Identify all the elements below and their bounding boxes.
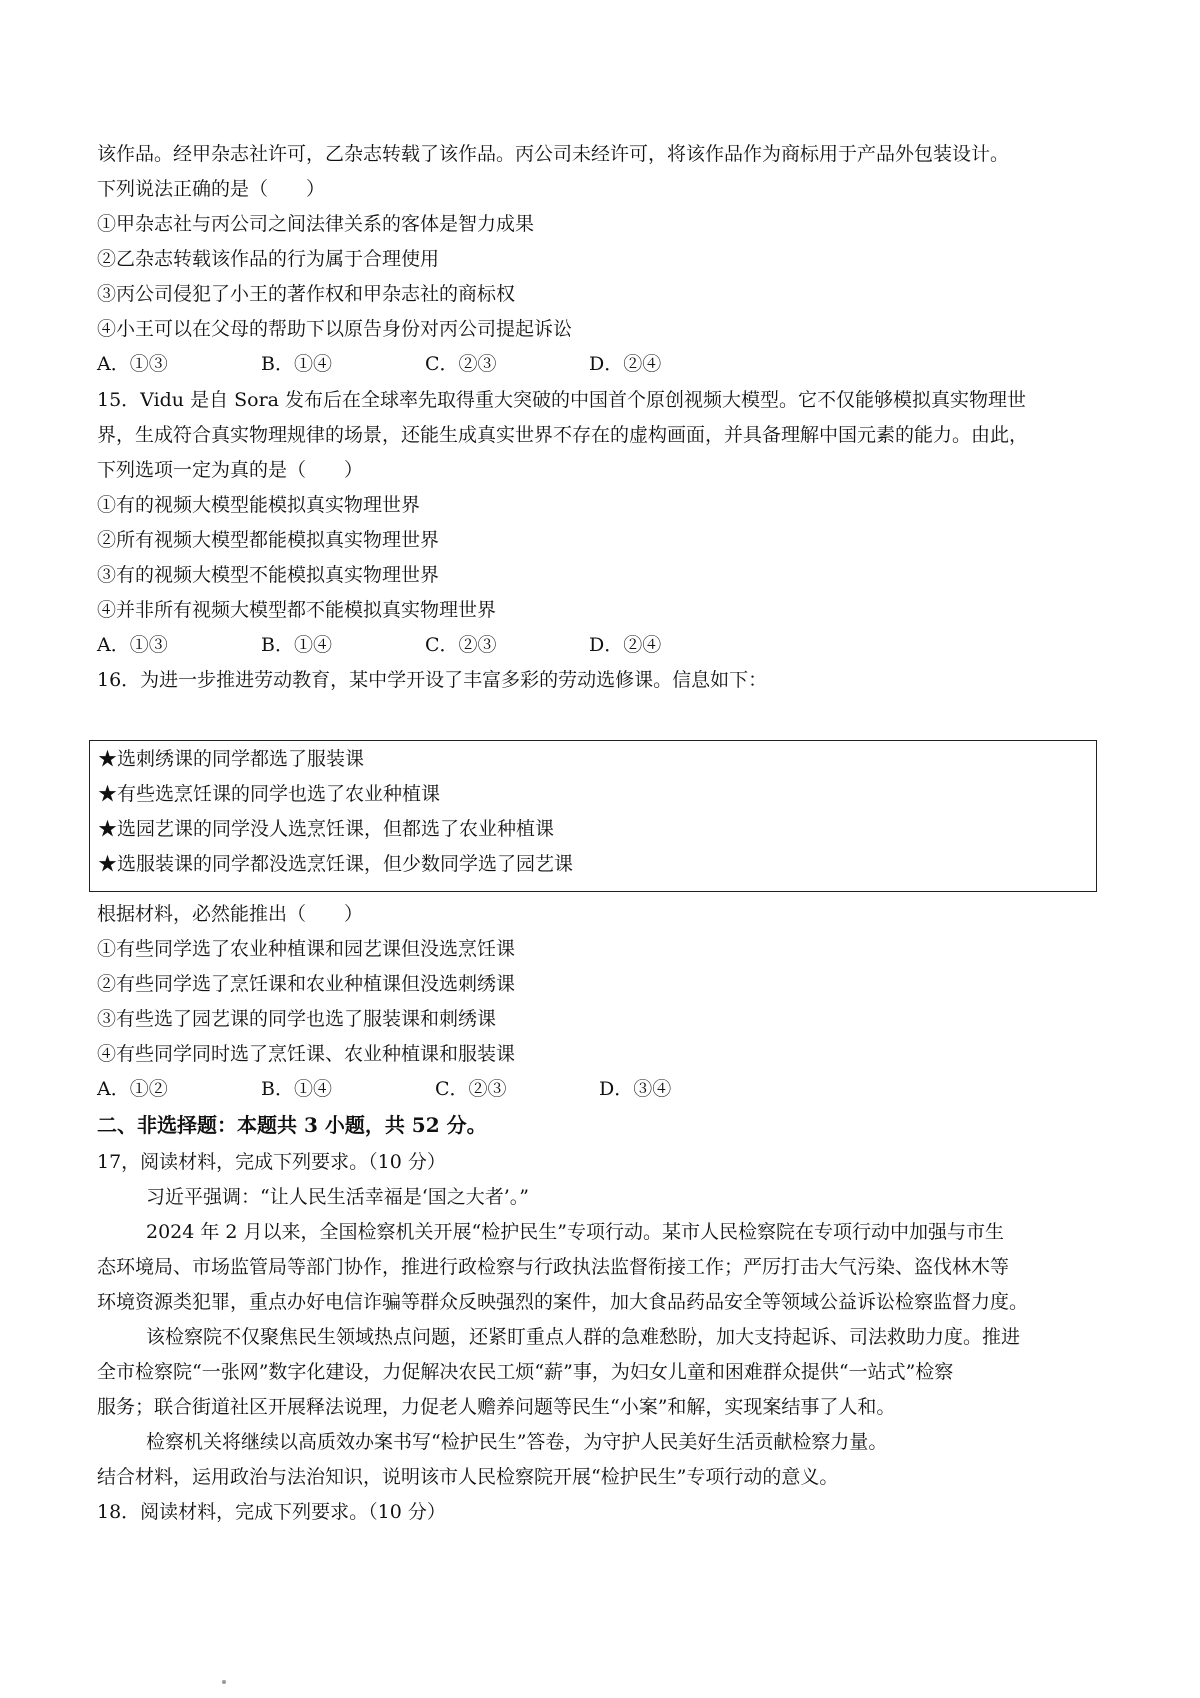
q17-quote: 习近平强调：“让人民生活幸福是‘国之大者’。”: [146, 1186, 530, 1208]
q17-paragraph-3: 检察机关将继续以高质效办案书写“检护民生”答卷，为守护人民美好生活贡献检察力量。: [146, 1431, 888, 1453]
q15-option-a[interactable]: A．①③: [97, 634, 168, 656]
q14-item-4: ④小王可以在父母的帮助下以原告身份对丙公司提起诉讼: [97, 318, 573, 340]
q15-text-line-1: 15．Vidu 是自 Sora 发布后在全球率先取得重大突破的中国首个原创视频大模型。它不仅能够模拟真实物理世: [97, 389, 1027, 411]
q16-option-a[interactable]: A．①②: [97, 1078, 168, 1100]
q17-paragraph-2-line-2: 全市检察院“一张网”数字化建设，力促解决农民工烦“薪”事，为妇女儿童和困难群众提供“一站式”检察: [97, 1361, 954, 1383]
q14-option-c[interactable]: C．②③: [425, 353, 497, 375]
q16-box-item-1: ★选刺绣课的同学都选了服装课: [98, 748, 365, 770]
q15-option-c[interactable]: C．②③: [425, 634, 497, 656]
q16-option-c[interactable]: C．②③: [435, 1078, 507, 1100]
q14-options: [97, 350, 857, 378]
q18-title: 18．阅读材料，完成下列要求。（10 分）: [97, 1501, 446, 1523]
q16-info-box: [89, 740, 1097, 892]
q15-option-d[interactable]: D．②④: [589, 634, 662, 656]
section-heading: 二、非选择题：本题共 3 小题，共 52 分。: [97, 1113, 487, 1137]
q17-title: 17，阅读材料，完成下列要求。（10 分）: [97, 1151, 446, 1173]
footer-mark: [222, 1680, 226, 1684]
q14-item-1: ①甲杂志社与丙公司之间法律关系的客体是智力成果: [97, 213, 535, 235]
q16-box-item-4: ★选服装课的同学都没选烹饪课，但少数同学选了园艺课: [98, 853, 574, 875]
q14-option-d[interactable]: D．②④: [589, 353, 662, 375]
q16-options: [97, 1075, 857, 1103]
q14-item-2: ②乙杂志转载该作品的行为属于合理使用: [97, 248, 440, 270]
q16-option-d[interactable]: D．③④: [599, 1078, 672, 1100]
q17-paragraph-1-line-2: 态环境局、市场监管局等部门协作，推进行政检察与行政执法监督衔接工作；严厉打击大气污染、盗伐林木等: [97, 1256, 1010, 1278]
q17-paragraph-1-line-1: 2024 年 2 月以来，全国检察机关开展“检护民生”专项行动。某市人民检察院在专项行动中加强与市生: [146, 1221, 1004, 1243]
q17-paragraph-1-line-3: 环境资源类犯罪，重点办好电信诈骗等群众反映强烈的案件，加大食品药品安全等领域公益诉讼检察监督力度。: [97, 1291, 1029, 1313]
q14-option-a[interactable]: A．①③: [97, 353, 168, 375]
q16-text-line: 16．为进一步推进劳动教育，某中学开设了丰富多彩的劳动选修课。信息如下：: [97, 669, 768, 691]
q16-box-item-2: ★有些选烹饪课的同学也选了农业种植课: [98, 783, 441, 805]
q16-item-2: ②有些同学选了烹饪课和农业种植课但没选刺绣课: [97, 973, 516, 995]
q16-box-item-3: ★选园艺课的同学没人选烹饪课，但都选了农业种植课: [98, 818, 555, 840]
q15-item-3: ③有的视频大模型不能模拟真实物理世界: [97, 564, 440, 586]
q16-item-4: ④有些同学同时选了烹饪课、农业种植课和服装课: [97, 1043, 516, 1065]
q14-option-b[interactable]: B．①④: [261, 353, 332, 375]
q16-item-1: ①有些同学选了农业种植课和园艺课但没选烹饪课: [97, 938, 516, 960]
q14-text-line: 该作品。经甲杂志社许可，乙杂志转载了该作品。丙公司未经许可，将该作品作为商标用于产品外包装设计。: [97, 143, 1010, 165]
q17-question: 结合材料，运用政治与法治知识，说明该市人民检察院开展“检护民生”专项行动的意义。: [97, 1466, 839, 1488]
q14-stem: 下列说法正确的是（ ）: [97, 178, 326, 200]
q17-paragraph-2-line-1: 该检察院不仅聚焦民生领域热点问题，还紧盯重点人群的急难愁盼，加大支持起诉、司法救助力度。推进: [146, 1326, 1021, 1348]
q16-stem: 根据材料，必然能推出（ ）: [97, 903, 364, 925]
q15-item-1: ①有的视频大模型能模拟真实物理世界: [97, 494, 421, 516]
q17-paragraph-2-line-3: 服务；联合街道社区开展释法说理，力促老人赡养问题等民生“小案”和解，实现案结事了人和。: [97, 1396, 896, 1418]
q15-stem: 下列选项一定为真的是（ ）: [97, 459, 364, 481]
q15-options: [97, 631, 857, 659]
q15-option-b[interactable]: B．①④: [261, 634, 332, 656]
q16-item-3: ③有些选了园艺课的同学也选了服装课和刺绣课: [97, 1008, 497, 1030]
q16-option-b[interactable]: B．①④: [261, 1078, 332, 1100]
q15-item-2: ②所有视频大模型都能模拟真实物理世界: [97, 529, 440, 551]
q14-item-3: ③丙公司侵犯了小王的著作权和甲杂志社的商标权: [97, 283, 516, 305]
q15-text-line-2: 界，生成符合真实物理规律的场景，还能生成真实世界不存在的虚构画面，并具备理解中国元素的能力。由此，: [97, 424, 1029, 446]
q15-item-4: ④并非所有视频大模型都不能模拟真实物理世界: [97, 599, 497, 621]
